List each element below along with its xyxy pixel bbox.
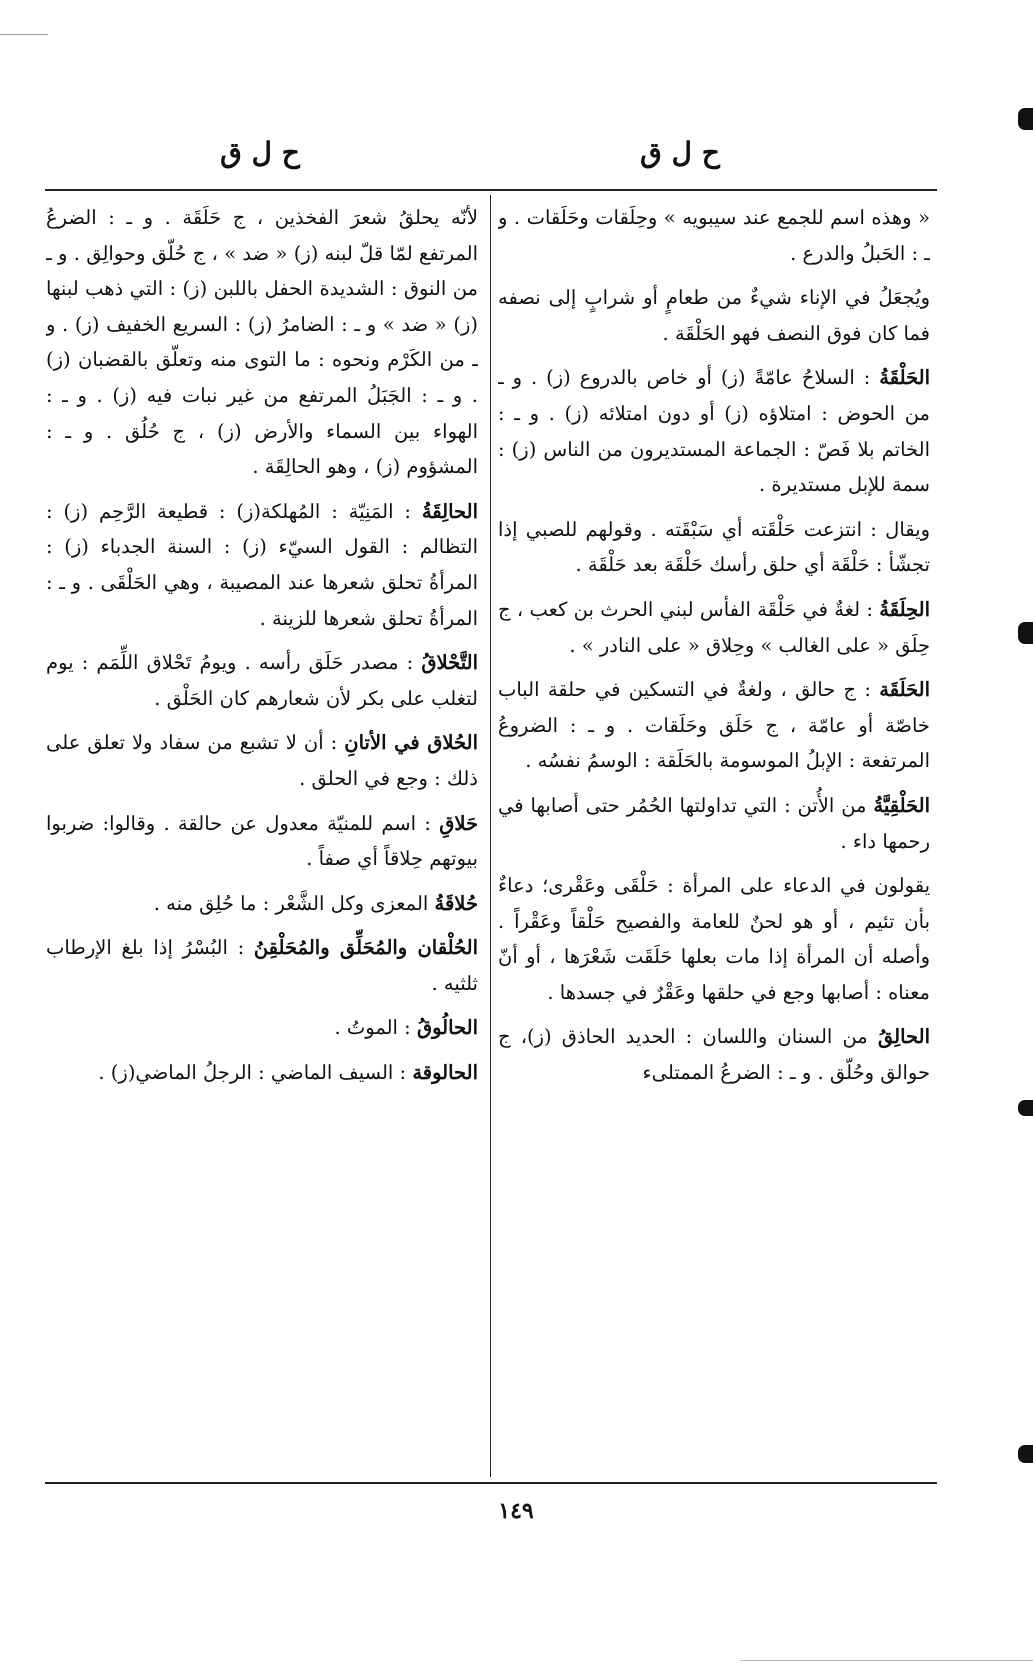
- entry-headword: الحُلْقان والمُحَلِّق والمُحَلْقِنُ: [253, 936, 478, 960]
- column-divider: [490, 195, 491, 1477]
- dictionary-entry: [498, 200, 930, 271]
- dictionary-entry: [46, 886, 478, 922]
- entry-headword: الحُلاق في الأتانِ: [344, 731, 478, 755]
- entry-headword: الحَلْقِيَّةُ: [873, 793, 930, 817]
- dictionary-entry: [498, 868, 930, 1010]
- dictionary-entry: [46, 645, 478, 716]
- bottom-rule: [45, 1482, 937, 1484]
- entry-headword: حُلاقَةُ: [434, 891, 478, 915]
- dictionary-entry: [46, 200, 478, 485]
- entry-headword: الحَلَقَة: [879, 678, 930, 702]
- entry-definition: ويقال : انتزعت حَلْقَته أي سَبْقَته . وقولهم للصبي إذا تجشّأ : حَلْقَة أي حلق رأسك حَلْقَة بعد حَلْقَة .: [498, 517, 930, 577]
- entry-definition: : أن لا تشبع من سفاد ولا تعلق على ذلك : وجع في الحلق .: [46, 731, 478, 790]
- corner-rule-bottom-right: [740, 1660, 1033, 1661]
- entry-headword: الحالِقَةُ: [421, 499, 478, 523]
- dictionary-entry: [498, 512, 930, 583]
- entry-headword: حَلاقِ: [439, 811, 478, 835]
- entry-headword: الحالِقُ: [877, 1025, 930, 1049]
- entry-headword: الحالُوقُ: [416, 1016, 478, 1040]
- dictionary-entry: [498, 1019, 930, 1090]
- dictionary-entry: [46, 725, 478, 796]
- dictionary-entry: [46, 1010, 478, 1046]
- entry-definition: : الموتُ .: [334, 1016, 411, 1040]
- left-column: [46, 200, 478, 1475]
- entry-definition: لأنّه يحلقُ شعرَ الفخذين ، ج حَلَقَة . و ـ : الضرعُ المرتفع لمّا قلّ لبنه (ز) « ضد » ، ج حُلّق وحوالِق . و ـ من النوق : الشديدة الحفل باللبن (ز) : التي ذهب لبنها (ز) « ضد » و ـ : الضامرُ (ز) : السريع الخفيف (ز) . و ـ من الكَرْم ونحوه : ما التوى منه وتعلّق بالقضبان (ز) . و ـ : الجَبَلُ المرتفع من غير نبات فيه (ز) . و ـ : الهواء بين السماء والأرض (ز) ، ج حُلُق . و ـ : المشؤوم (ز) ، وهو الحالِقَة .: [46, 206, 478, 479]
- right-column: [498, 200, 930, 1475]
- entry-definition: : البُسْرُ إذا بلغ الإرطاب ثلثيه .: [46, 936, 478, 995]
- entry-headword: الحَلْقَةُ: [879, 366, 930, 390]
- dictionary-entry: [498, 592, 930, 663]
- running-header-left: ح ل ق: [220, 136, 300, 169]
- entry-definition: ويُجعَلُ في الإناء شيءٌ من طعامٍ أو شرابٍ إلى نصفه فما كان فوق النصف فهو الحَلْقَة .: [498, 286, 930, 345]
- entry-definition: : اسم للمنيّة معدول عن حالقة . وقالوا: ضربوا بيوتهم حِلاقاً أي صفاً .: [46, 811, 478, 871]
- dictionary-entry: [498, 360, 930, 502]
- entry-definition: يقولون في الدعاء على المرأة : حَلْقَى وعَقْرى؛ دعاءٌ بأن تئيم ، أو هو لحنٌ للعامة والفصيح حَلْقاً وعَقْراً . وأصله أن المرأة إذا مات بعلها حَلَقَت شَعْرَها ، أو أنّ معناه : أصابها وجع في حلقها وعَقْرٌ في جسدها .: [498, 874, 930, 1004]
- scan-edge-mark: [1018, 622, 1033, 644]
- scan-edge-mark: [1018, 108, 1033, 130]
- running-header-right: ح ل ق: [640, 136, 720, 169]
- entry-definition: : ج حالق ، ولغةٌ في التسكين في حلقة الباب خاصّة أو عامّة ، ج حَلَق وحَلَقات . و ـ : الضروعُ المرتفعة : الإبلُ الموسومة بالحَلَقة : الوسمُ نفسُه .: [498, 678, 930, 773]
- entry-definition: : السيف الماضي : الرجلُ الماضي(ز) .: [98, 1061, 407, 1085]
- scan-edge-mark: [1018, 1445, 1033, 1463]
- corner-rule-top-left: [0, 34, 48, 35]
- page-number: ١٤٩: [498, 1498, 534, 1524]
- dictionary-entry: [498, 672, 930, 779]
- entry-headword: التَّحْلاقُ: [421, 651, 478, 675]
- top-rule: [45, 189, 937, 191]
- entry-definition: من السنان واللسان : الحديد الحاذق (ز)، ج حوالق وحُلّق . و ـ : الضرعُ الممتلىء: [498, 1025, 930, 1085]
- entry-definition: المعزى وكل الشَّعْر : ما حُلِق منه .: [153, 891, 429, 915]
- dictionary-entry: [498, 788, 930, 859]
- entry-definition: « وهذه اسم للجمع عند سيبويه » وحِلَقات وحَلَقات . و ـ : الحَبلُ والدرع .: [498, 206, 930, 265]
- entry-definition: : المَنِيّة : المُهلكة(ز) : قطيعة الرَّحِم (ز) : التظالم : القول السيّء (ز) : السنة الجدباء (ز) : المرأةُ تحلق شعرها عند المصيبة ، وهي الحَلْقَى . و ـ : المرأةُ تحلق شعرها للزينة .: [46, 499, 478, 630]
- dictionary-entry: [46, 930, 478, 1001]
- dictionary-entry: [498, 280, 930, 351]
- dictionary-entry: [46, 494, 478, 636]
- entry-headword: الحالوقة: [412, 1061, 478, 1085]
- entry-definition: من الأُتن : التي تداولتها الحُمُر حتى أصابها في رحمها داء .: [498, 793, 930, 853]
- entry-definition: : لغةٌ في حَلْقَة الفأس لبني الحرث بن كعب ، ج حِلَق « على الغالب » وحِلاق « على النادر » .: [498, 597, 930, 657]
- scan-edge-mark: [1018, 1100, 1033, 1116]
- dictionary-entry: [46, 806, 478, 877]
- entry-headword: الحِلَقَةُ: [879, 597, 930, 621]
- entry-definition: : مصدر حَلَق رأسه . ويومُ تَحْلاق اللِّمَم : يوم لتغلب على بكر لأن شعارهم كان الحَلْق .: [46, 651, 478, 710]
- entry-definition: : السلاحُ عامّةً (ز) أو خاص بالدروع (ز) . و ـ من الحوض : امتلاؤه (ز) أو دون امتلائه (ز) . و ـ : الخاتم بلا فَصّ : الجماعة المستديرون من الناس (ز) : سمة للإبل مستديرة .: [498, 366, 930, 497]
- dictionary-entry: [46, 1055, 478, 1091]
